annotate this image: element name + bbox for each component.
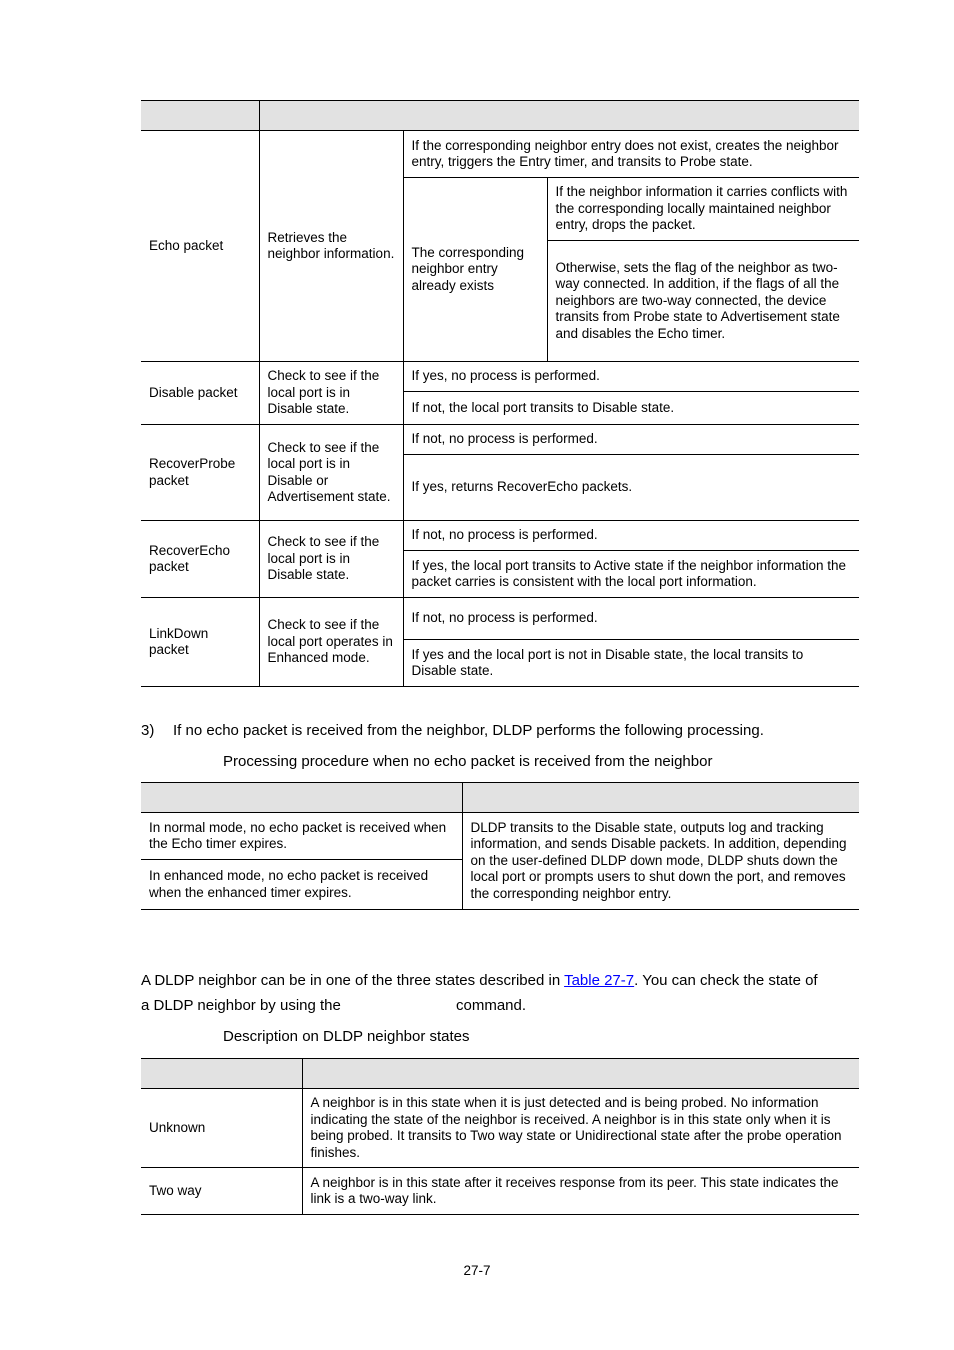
- paragraph-text: A DLDP neighbor can be in one of the three states described in: [141, 972, 565, 989]
- table-row: [141, 131, 859, 178]
- table-header-row: [141, 783, 859, 813]
- result-cell: Otherwise, sets the flag of the neighbor as two-way connected. In addition, if the flags of all the neighbors are two-way connected, the device transits from Probe state to Advertisement state and disables the Echo timer.: [547, 241, 859, 362]
- check-cell: Retrieves the neighbor information.: [259, 131, 403, 362]
- result-cell: If yes, the local port transits to Active state if the neighbor information the packet carries is consistent with the local port information.: [403, 551, 859, 598]
- table-link[interactable]: Table 27-7: [564, 972, 635, 989]
- action-cell: DLDP transits to the Disable state, outputs log and tracking information, and sends Disable packets. In addition, depending on the user-defined DLDP down mode, DLDP shuts down the local port or prompts users to shut down the port, and removes the corresponding neighbor entry.: [462, 813, 859, 910]
- check-cell: Check to see if the local port is in Disable state.: [259, 362, 403, 425]
- check-cell: Check to see if the local port is in Disable or Advertisement state.: [259, 425, 403, 521]
- step-number: 3): [141, 722, 155, 739]
- table-row: [141, 1168, 859, 1215]
- header-cell: [462, 783, 859, 813]
- packet-type-cell: RecoverEcho packet: [141, 521, 259, 598]
- table-caption: Description on DLDP neighbor states: [223, 1028, 470, 1045]
- description-cell: A neighbor is in this state when it is just detected and is being probed. No information indicating the state of the neighbor is received. A neighbor is in this state only when it is being probed. It transits to Two way state or Unidirectional state after the probe operation finishes.: [302, 1089, 859, 1168]
- check-cell: Check to see if the local port is in Disable state.: [259, 521, 403, 598]
- packet-type-cell: RecoverProbe packet: [141, 425, 259, 521]
- states-paragraph-line1: [141, 971, 871, 991]
- paragraph-text: command.: [456, 997, 527, 1014]
- header-cell: [302, 1059, 859, 1089]
- condition-cell: The corresponding neighbor entry already exists: [403, 178, 547, 362]
- table-row: [141, 425, 859, 455]
- condition-cell: In normal mode, no echo packet is received when the Echo timer expires.: [141, 813, 462, 860]
- table-caption: Processing procedure when no echo packet is received from the neighbor: [223, 753, 713, 770]
- packet-type-cell: Echo packet: [141, 131, 259, 362]
- state-cell: Unknown: [141, 1089, 302, 1168]
- result-cell: If the corresponding neighbor entry does not exist, creates the neighbor entry, triggers the Entry timer, and transits to Probe state.: [403, 131, 859, 178]
- result-cell: If yes, no process is performed.: [403, 362, 859, 392]
- result-cell: If not, no process is performed.: [403, 425, 859, 455]
- result-cell: If not, no process is performed.: [403, 598, 859, 640]
- table-row: [141, 521, 859, 551]
- table-row: [141, 1089, 859, 1168]
- check-cell: Check to see if the local port operates in Enhanced mode.: [259, 598, 403, 687]
- packet-type-cell: LinkDown packet: [141, 598, 259, 687]
- result-cell: If yes, returns RecoverEcho packets.: [403, 455, 859, 521]
- packet-type-cell: Disable packet: [141, 362, 259, 425]
- table-header-row: [141, 101, 859, 131]
- state-cell: Two way: [141, 1168, 302, 1215]
- result-cell: If not, no process is performed.: [403, 521, 859, 551]
- page-number: 27-7: [463, 1263, 491, 1278]
- neighbor-states-table: [141, 1058, 859, 1215]
- result-cell: If not, the local port transits to Disable state.: [403, 392, 859, 425]
- condition-cell: In enhanced mode, no echo packet is received when the enhanced timer expires.: [141, 860, 462, 910]
- table-row: [141, 362, 859, 392]
- table-row: [141, 813, 859, 860]
- paragraph-text: . You can check the state of: [634, 972, 818, 989]
- paragraph-text: a DLDP neighbor by using the: [141, 997, 341, 1014]
- description-cell: A neighbor is in this state after it receives response from its peer. This state indicates the link is a two-way link.: [302, 1168, 859, 1215]
- result-cell: If the neighbor information it carries conflicts with the corresponding locally maintained neighbor entry, drops the packet.: [547, 178, 859, 241]
- table-header-row: [141, 1059, 859, 1089]
- packet-processing-table: [141, 100, 859, 687]
- no-echo-table: [141, 782, 859, 910]
- result-cell: If yes and the local port is not in Disable state, the local transits to Disable state.: [403, 640, 859, 687]
- header-cell: [141, 783, 462, 813]
- header-cell: [141, 101, 259, 131]
- header-cell: [259, 101, 859, 131]
- step-text: If no echo packet is received from the neighbor, DLDP performs the following processing.: [173, 722, 764, 739]
- table-row: [141, 598, 859, 640]
- header-cell: [141, 1059, 302, 1089]
